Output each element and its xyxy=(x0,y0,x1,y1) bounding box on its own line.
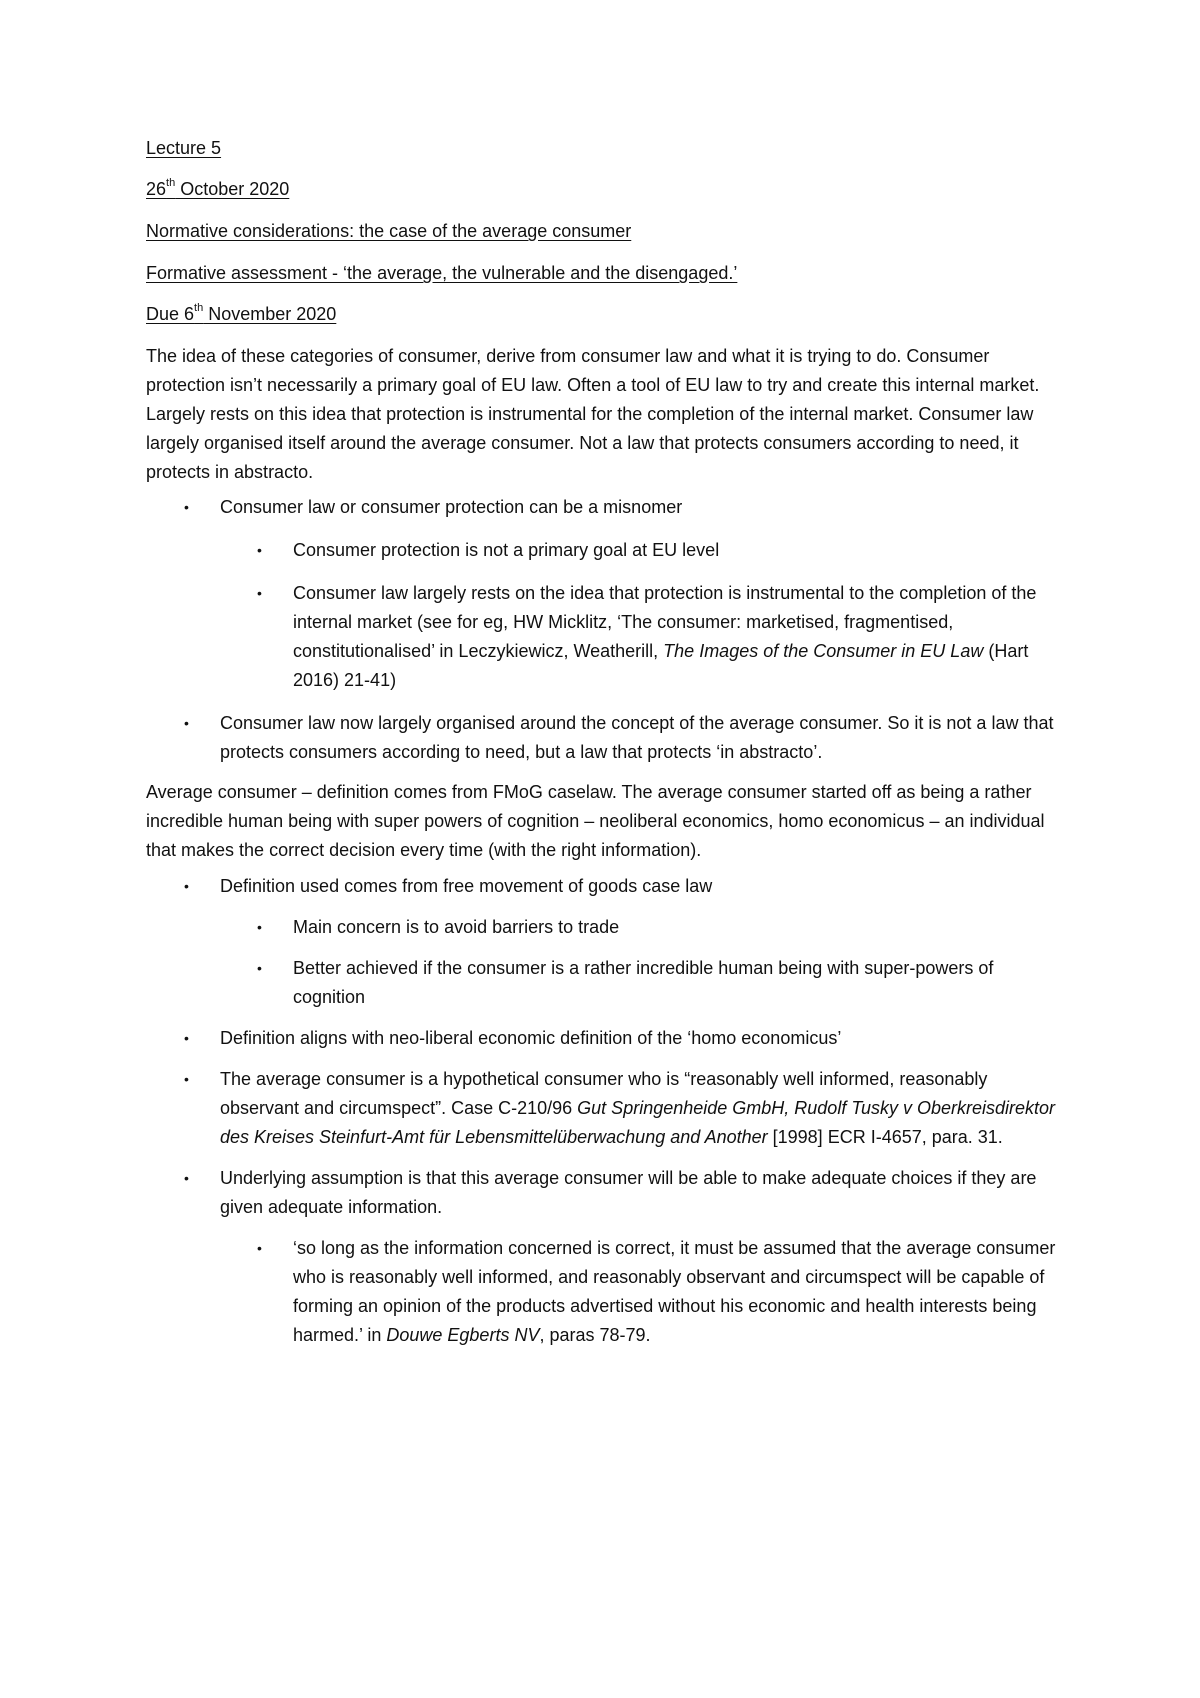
list-item xyxy=(146,709,1066,767)
lecture-heading: Lecture 5 xyxy=(146,138,222,158)
list-item-text xyxy=(293,1234,1066,1350)
due-superscript: th xyxy=(194,302,204,314)
list-item xyxy=(220,954,1066,1012)
list-item xyxy=(146,1065,1066,1152)
due-date xyxy=(146,300,336,329)
list-item xyxy=(146,1164,1066,1350)
list-item-text: • Definition used comes from free movement of goods case law xyxy=(220,876,713,896)
due-prefix: Due 6 xyxy=(146,304,195,324)
list-item xyxy=(220,579,1066,695)
case-name: Gut Springenheide GmbH, Rudolf Tusky v Oberkreisdirektor des Kreises Steinfurt-Amt für Lebensmittelüberwachung and Another xyxy=(220,1098,1056,1147)
list-item-text: • Definition aligns with neo-liberal economic definition of the ‘homo economicus’ xyxy=(220,1028,842,1048)
list-item-text: • Consumer law now largely organised around the concept of the average consumer. So it is not a law that protects consumers according to need, but a law that protects ‘in abstracto’. xyxy=(220,713,1054,762)
consumer-law-list xyxy=(146,493,1066,767)
list-item-text: • Better achieved if the consumer is a rather incredible human being with super-powers of cognition xyxy=(293,958,994,1007)
list-item-text: • Consumer law or consumer protection can be a misnomer xyxy=(220,497,683,517)
list-item xyxy=(146,872,1066,1012)
list-item-text: • Underlying assumption is that this average consumer will be able to make adequate choices if they are given adequate information. xyxy=(220,1168,1037,1217)
citation-text: Consumer law largely rests on the idea that protection is instrumental to the completion of the internal market (see for eg, HW Micklitz, ‘The consumer: marketised, fragmentised, constitutionalised’ in Leczykiewicz, Weatherill, xyxy=(293,583,1037,661)
quote-text: ‘so long as the information concerned is correct, it must be assumed that the average consumer who is reasonably well informed, and reasonably observant and circumspect will be capable of forming an opinion of the products advertised without his economic and health interests being harmed.’ in xyxy=(293,1238,1056,1345)
citation-suffix: (Hart 2016) 21-41) xyxy=(293,641,1029,690)
case-citation: [1998] ECR I-4657, para. 31. xyxy=(767,1127,1003,1147)
book-title: The Images of the Consumer in EU Law xyxy=(663,641,984,661)
list-item xyxy=(146,493,1066,695)
list-item xyxy=(146,1024,1066,1053)
list-item xyxy=(220,913,1066,942)
list-item-text xyxy=(220,1065,1066,1152)
list-item-text xyxy=(293,579,1066,695)
due-rest: November 2020 xyxy=(203,304,337,324)
date-superscript: th xyxy=(166,177,176,189)
average-consumer-paragraph: Average consumer – definition comes from FMoG caselaw. The average consumer started off as being a rather incredible human being with super powers of cognition – neoliberal economics, homo economicus – an individual that makes the correct decision every time (with the right information). xyxy=(146,782,1045,860)
average-consumer-list xyxy=(146,872,1066,1350)
list-item-text: • Consumer protection is not a primary goal at EU level xyxy=(293,540,720,560)
definition-text: The average consumer is a hypothetical consumer who is “reasonably well informed, reasonably observant and circumspect”. Case C-210/96 xyxy=(220,1069,988,1118)
assessment-heading: Formative assessment - ‘the average, the vulnerable and the disengaged.’ xyxy=(146,263,738,283)
quote-citation: , paras 78-79. xyxy=(539,1325,651,1345)
date-day: 26 xyxy=(146,179,167,199)
list-item-text: • Main concern is to avoid barriers to trade xyxy=(293,917,620,937)
lecture-date xyxy=(146,175,289,204)
case-name: Douwe Egberts NV xyxy=(386,1325,540,1345)
date-rest: October 2020 xyxy=(175,179,290,199)
list-item xyxy=(220,1234,1066,1350)
list-item xyxy=(220,536,1066,565)
topic-heading: Normative considerations: the case of the average consumer xyxy=(146,221,632,241)
intro-paragraph: The idea of these categories of consumer, derive from consumer law and what it is trying to do. Consumer protection isn’t necessarily a primary goal of EU law. Often a tool of EU law to try and create this internal market. Largely rests on this idea that protection is instrumental for the completion of the internal market. Consumer law largely organised itself around the average consumer. Not a law that protects consumers according to need, it protects in abstracto. xyxy=(146,346,1040,482)
